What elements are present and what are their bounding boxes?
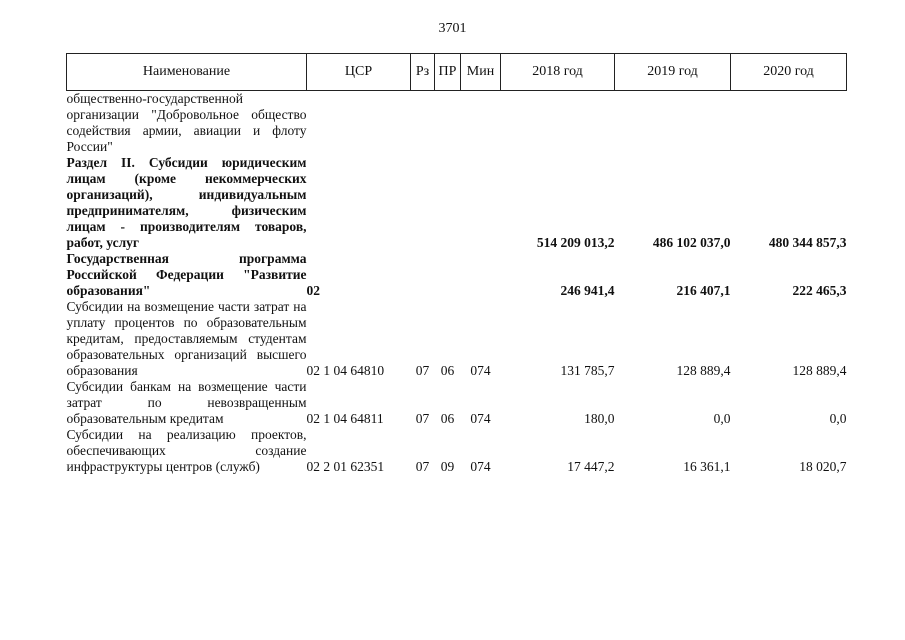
row-name: Субсидии на возмещение части затрат на уплату процентов по образовательным кредитам, предоставляемым студентам образовательных организаций высшего образования <box>66 299 307 378</box>
column-header-min: Мин <box>461 54 501 91</box>
row-pr: 06 <box>440 363 455 378</box>
row-2019: 216 407,1 <box>676 283 731 298</box>
table-row <box>67 427 847 475</box>
row-2020 <box>731 91 847 156</box>
budget-table <box>66 53 847 475</box>
row-min: 074 <box>470 411 491 426</box>
row-min <box>461 91 501 156</box>
table-row <box>67 299 847 379</box>
table-row <box>67 251 847 299</box>
row-csr: 02 1 04 64810 <box>306 363 385 378</box>
row-name: Государственная программа Российской Федерации "Развитие образования" <box>66 251 307 298</box>
row-2018: 180,0 <box>584 411 615 426</box>
row-min <box>461 155 501 251</box>
row-2020: 18 020,7 <box>799 459 847 474</box>
row-2019: 486 102 037,0 <box>652 235 731 250</box>
row-pr <box>435 91 461 156</box>
column-header-rz: Рз <box>411 54 435 91</box>
row-2018 <box>501 91 615 156</box>
column-header-name: Наименование <box>67 54 307 91</box>
row-2019: 0,0 <box>713 411 731 426</box>
table-header-row <box>67 54 847 91</box>
row-rz <box>411 251 435 299</box>
row-2019: 128 889,4 <box>676 363 731 378</box>
row-min: 074 <box>470 363 491 378</box>
row-min <box>461 251 501 299</box>
row-csr: 02 2 01 62351 <box>306 459 385 474</box>
row-pr: 09 <box>440 459 455 474</box>
column-header-2018: 2018 год <box>501 54 615 91</box>
row-2018: 131 785,7 <box>560 363 615 378</box>
row-csr: 02 1 04 64811 <box>306 411 384 426</box>
row-csr: 02 <box>306 283 320 298</box>
row-2018: 514 209 013,2 <box>536 235 615 250</box>
row-pr <box>435 251 461 299</box>
row-name: Субсидии на реализацию проектов, обеспечивающих создание инфраструктуры центров (служб) <box>66 427 307 474</box>
row-pr: 06 <box>440 411 455 426</box>
row-rz: 07 <box>415 459 430 474</box>
row-min: 074 <box>470 459 491 474</box>
row-rz <box>411 91 435 156</box>
row-rz: 07 <box>415 363 430 378</box>
page-number: 3701 <box>438 21 467 36</box>
row-csr <box>307 155 411 251</box>
row-2018: 246 941,4 <box>560 283 615 298</box>
row-2019: 16 361,1 <box>683 459 731 474</box>
table-row <box>67 155 847 251</box>
row-pr <box>435 155 461 251</box>
column-header-csr: ЦСР <box>307 54 411 91</box>
row-csr <box>307 91 411 156</box>
row-name: Раздел II. Субсидии юридическим лицам (кроме некоммерческих организаций), индивидуальным предпринимателям, физическим лицам - производителям товаров, работ, услуг <box>66 155 307 250</box>
column-header-2020: 2020 год <box>731 54 847 91</box>
row-rz <box>411 155 435 251</box>
row-2020: 0,0 <box>829 411 847 426</box>
column-header-pr: ПР <box>435 54 461 91</box>
row-name: Субсидии банкам на возмещение части затрат по невозвращенным образовательным кредитам <box>66 379 307 426</box>
row-2019 <box>615 91 731 156</box>
row-2018: 17 447,2 <box>567 459 615 474</box>
column-header-2019: 2019 год <box>615 54 731 91</box>
table-row <box>67 379 847 427</box>
row-name: общественно-государственной организации "Добровольное общество содействия армии, авиации и флоту России" <box>66 91 307 154</box>
row-rz: 07 <box>415 411 430 426</box>
table-row <box>67 91 847 156</box>
row-2020: 480 344 857,3 <box>768 235 847 250</box>
row-2020: 222 465,3 <box>792 283 847 298</box>
row-2020: 128 889,4 <box>792 363 847 378</box>
